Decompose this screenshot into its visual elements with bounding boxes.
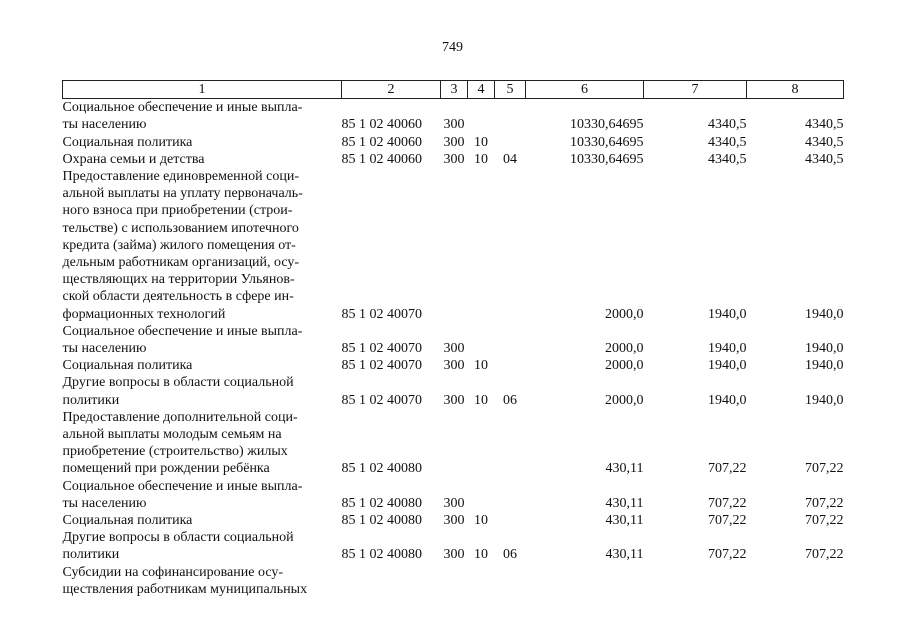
- row-code: 85 1 02 40070: [341, 341, 422, 357]
- row-name-line: Другие вопросы в области социальной: [62, 530, 294, 546]
- row-value-6: 430,11: [605, 547, 644, 563]
- row-name-line: Социальная политика: [62, 134, 193, 150]
- row-code: 85 1 02 40080: [341, 461, 422, 477]
- row-value-8: [747, 564, 844, 598]
- row-name-line: кредита (займа) жилого помещения от-: [62, 237, 296, 253]
- row-name-line: Социальное обеспечение и иные выпла-: [62, 478, 303, 494]
- row-code: 85 1 02 40060: [341, 117, 422, 133]
- row-col-4: 10: [474, 134, 488, 150]
- row-value-6: 10330,64695: [570, 134, 644, 150]
- row-name: [63, 357, 342, 374]
- row-col-5: 04: [503, 151, 517, 167]
- row-value-8: 1940,0: [805, 392, 844, 408]
- header-cell: 8: [747, 81, 844, 99]
- row-value-7: 707,22: [708, 547, 747, 563]
- row-name: [63, 478, 342, 512]
- row-col-3: 300: [443, 495, 465, 511]
- row-value-7: 1940,0: [708, 392, 747, 408]
- row-col-3: 300: [443, 117, 465, 133]
- row-name: [63, 99, 342, 134]
- row-col-4: 10: [474, 547, 488, 563]
- row-value-8: 4340,5: [805, 151, 844, 167]
- row-col-4: 10: [474, 392, 488, 408]
- row-col-3: 300: [443, 151, 465, 167]
- row-code: [342, 564, 441, 598]
- table-row: [63, 564, 844, 598]
- header-cell: 7: [644, 81, 747, 99]
- row-value-6: 2000,0: [605, 306, 644, 322]
- row-name-line: альной выплаты на уплату первоначаль-: [62, 186, 303, 202]
- table-row: [63, 323, 844, 357]
- header-cell: 2: [342, 81, 441, 99]
- row-col-3: [441, 409, 468, 478]
- row-name-line: Предоставление дополнительной соци-: [62, 409, 298, 425]
- row-value-6: 430,11: [605, 461, 644, 477]
- row-value-7: 4340,5: [708, 134, 747, 150]
- row-name: [63, 409, 342, 478]
- row-value-6: 2000,0: [605, 392, 644, 408]
- row-code: 85 1 02 40070: [341, 306, 422, 322]
- row-name-line: Охрана семьи и детства: [62, 151, 205, 167]
- row-name-line: ного взноса при приобретении (строи-: [62, 203, 293, 219]
- table-row: [63, 374, 844, 408]
- row-name-line: приобретение (строительство) жилых: [62, 444, 288, 460]
- row-name: [63, 151, 342, 168]
- row-col-3: 300: [443, 358, 465, 374]
- row-value-6: [526, 564, 644, 598]
- row-col-3: 300: [443, 392, 465, 408]
- header-cell: 4: [468, 81, 495, 99]
- row-name-line: ты населению: [62, 341, 147, 357]
- row-value-8: 4340,5: [805, 117, 844, 133]
- row-col-5: [495, 134, 526, 151]
- row-col-4: [468, 168, 495, 323]
- row-value-7: 707,22: [708, 495, 747, 511]
- row-col-5: [495, 168, 526, 323]
- row-col-3: [441, 564, 468, 598]
- row-value-7: 707,22: [708, 461, 747, 477]
- row-name-line: ты населению: [62, 117, 147, 133]
- row-col-5: [495, 409, 526, 478]
- row-name-line: ской области деятельность в сфере ин-: [62, 289, 294, 305]
- page-number: 749: [442, 40, 463, 55]
- row-code: 85 1 02 40080: [341, 513, 422, 529]
- row-value-6: 2000,0: [605, 341, 644, 357]
- table-row: [63, 168, 844, 323]
- row-value-8: 707,22: [805, 513, 844, 529]
- row-value-7: 1940,0: [708, 341, 747, 357]
- row-code: 85 1 02 40070: [341, 358, 422, 374]
- row-col-4: 10: [474, 358, 488, 374]
- row-col-4: [468, 99, 495, 134]
- table-row: [63, 478, 844, 512]
- row-name-line: ществляющих на территории Ульянов-: [62, 272, 295, 288]
- row-name: [63, 134, 342, 151]
- table-row: [63, 151, 844, 168]
- header-cell: 5: [495, 81, 526, 99]
- row-col-5: 06: [503, 392, 517, 408]
- row-col-4: [468, 564, 495, 598]
- row-col-5: [495, 478, 526, 512]
- row-col-3: 300: [443, 134, 465, 150]
- header-cell: 1: [63, 81, 342, 99]
- header-row: [63, 81, 844, 99]
- row-value-7: 1940,0: [708, 306, 747, 322]
- row-col-4: [468, 409, 495, 478]
- table-row: [63, 357, 844, 374]
- row-name-line: ты населению: [62, 495, 147, 511]
- row-col-3: [441, 168, 468, 323]
- row-col-3: 300: [443, 341, 465, 357]
- row-value-7: 707,22: [708, 513, 747, 529]
- row-value-8: 1940,0: [805, 358, 844, 374]
- row-name-line: Другие вопросы в области социальной: [62, 375, 294, 391]
- row-name-line: Социальная политика: [62, 358, 193, 374]
- row-name-line: Предоставление единовременной соци-: [62, 169, 300, 185]
- table-row: [63, 529, 844, 563]
- row-name-line: альной выплаты молодым семьям на: [62, 427, 282, 443]
- row-value-8: 1940,0: [805, 306, 844, 322]
- row-name: [63, 529, 342, 563]
- row-name-line: дельным работникам организаций, осу-: [62, 255, 300, 271]
- row-name-line: политики: [62, 392, 120, 408]
- row-name-line: ществления работникам муниципальных: [62, 581, 308, 597]
- row-name-line: политики: [62, 547, 120, 563]
- row-value-6: 430,11: [605, 513, 644, 529]
- budget-table: [62, 80, 844, 598]
- row-name: [63, 512, 342, 529]
- row-name-line: Социальное обеспечение и иные выпла-: [62, 100, 303, 116]
- row-col-5: [495, 512, 526, 529]
- row-col-5: [495, 99, 526, 134]
- row-col-5: [495, 357, 526, 374]
- row-value-8: 4340,5: [805, 134, 844, 150]
- row-value-7: [644, 564, 747, 598]
- row-name-line: Социальное обеспечение и иные выпла-: [62, 323, 303, 339]
- header-cell: 6: [526, 81, 644, 99]
- table-row: [63, 409, 844, 478]
- row-value-8: 707,22: [805, 495, 844, 511]
- row-value-6: 430,11: [605, 495, 644, 511]
- table-row: [63, 99, 844, 134]
- header-cell: 3: [441, 81, 468, 99]
- table-row: [63, 512, 844, 529]
- row-col-4: 10: [474, 513, 488, 529]
- row-name: [63, 564, 342, 598]
- row-value-8: 1940,0: [805, 341, 844, 357]
- row-col-5: [495, 564, 526, 598]
- row-col-4: 10: [474, 151, 488, 167]
- row-name: [63, 168, 342, 323]
- row-value-6: 10330,64695: [570, 151, 644, 167]
- row-value-8: 707,22: [805, 547, 844, 563]
- row-code: 85 1 02 40080: [341, 495, 422, 511]
- row-col-3: 300: [443, 513, 465, 529]
- row-value-7: 1940,0: [708, 358, 747, 374]
- row-value-8: 707,22: [805, 461, 844, 477]
- row-name: [63, 374, 342, 408]
- row-value-6: 2000,0: [605, 358, 644, 374]
- row-name-line: тельстве) с использованием ипотечного: [62, 220, 299, 236]
- row-value-7: 4340,5: [708, 117, 747, 133]
- row-code: 85 1 02 40070: [341, 392, 422, 408]
- table-row: [63, 134, 844, 151]
- row-col-3: 300: [443, 547, 465, 563]
- row-col-4: [468, 478, 495, 512]
- row-name-line: Субсидии на софинансирование осу-: [62, 564, 284, 580]
- table-body: [63, 99, 844, 598]
- row-code: 85 1 02 40060: [341, 151, 422, 167]
- row-col-4: [468, 323, 495, 357]
- row-value-7: 4340,5: [708, 151, 747, 167]
- row-name-line: помещений при рождении ребёнка: [62, 461, 270, 477]
- row-value-6: 10330,64695: [570, 117, 644, 133]
- row-name-line: Социальная политика: [62, 513, 193, 529]
- row-col-5: 06: [503, 547, 517, 563]
- row-code: 85 1 02 40080: [341, 547, 422, 563]
- row-col-5: [495, 323, 526, 357]
- row-name: [63, 323, 342, 357]
- row-name-line: формационных технологий: [62, 306, 226, 322]
- row-code: 85 1 02 40060: [341, 134, 422, 150]
